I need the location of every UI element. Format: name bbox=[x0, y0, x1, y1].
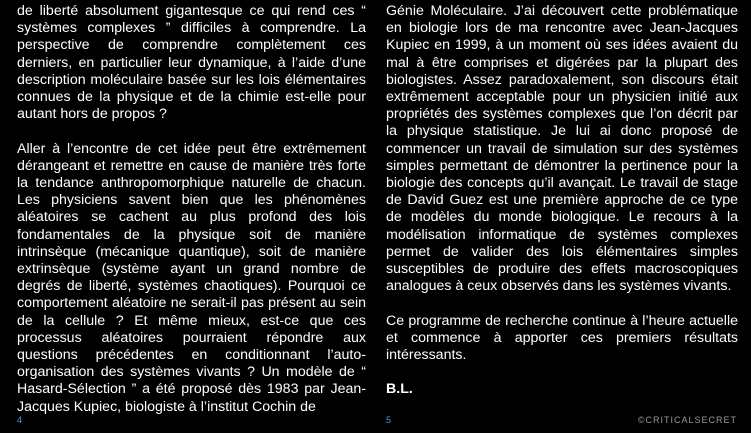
left-page-column bbox=[17, 3, 366, 433]
author-signature: B.L. bbox=[386, 381, 413, 398]
copyright-mark: ©CRITICALSECRET bbox=[637, 415, 737, 425]
right-paragraph-2: Ce programme de recherche continue à l’heure actuelle et commence à apporter ces premiers résultats intéressants. bbox=[386, 312, 738, 364]
left-paragraph-2: Aller à l’encontre de cet idée peut être extrêmement dérangeant et remettre en cause de manière très forte la tendance anthropomorphique naturelle de chacun. Les physiciens savent bien que les phénomènes aléatoires se cachent au plus profond des lois fondamentales de la physique soit de manière intrinsèque (mécanique quantique), soit de manière extrinsèque (système ayant un grand nombre de degrés de liberté, systèmes chaotiques). Pourquoi ce comportement aléatoire ne serait-il pas présent au sein de la cellule ? Et même mieux, est-ce que ces processus aléatoires pourraient répondre aux questions précédentes en conditionnant l’auto-organisation des systèmes vivants ? Un modèle de “ Hasard-Sélection ” a été proposé dès 1983 par Jean-Jacques Kupiec, biologiste à l’institut Cochin de bbox=[17, 140, 366, 415]
right-page-column bbox=[386, 3, 738, 416]
right-paragraph-1: Génie Moléculaire. J’ai découvert cette problématique en biologie lors de ma rencontre avec Jean-Jacques Kupiec en 1999, à un moment où ses idées avaient du mal à être comprises et digérées par la plupart des biologistes. Assez paradoxalement, son discours était extrêmement acceptable pour un physicien initié aux propriétés des systèmes complexes que l’on décrit par la physique statistique. Je lui ai donc proposé de commencer un travail de simulation sur des systèmes simples permettant de démontrer la pertinence pour la biologie des concepts qu’il avançait. Le travail de stage de David Guez est une première approche de ce type de modèles du monde biologique. Le recours à la modélisation informatique de systèmes complexes permet de valider des lois élémentaires simples susceptibles de produire des effets macroscopiques analogues à ceux observés dans les systèmes vivants. bbox=[386, 3, 738, 295]
page-number-left: 4 bbox=[17, 415, 23, 425]
page-number-right: 5 bbox=[386, 415, 392, 425]
left-paragraph-1: de liberté absolument gigantesque ce qui rend ces “ systèmes complexes ” difficiles à comprendre. La perspective de comprendre complètement ces derniers, en particulier leur dynamique, à l’aide d’une description moléculaire basée sur les lois élémentaires connues de la physique et de la chimie est-elle pour autant hors de propos ? bbox=[17, 3, 366, 123]
